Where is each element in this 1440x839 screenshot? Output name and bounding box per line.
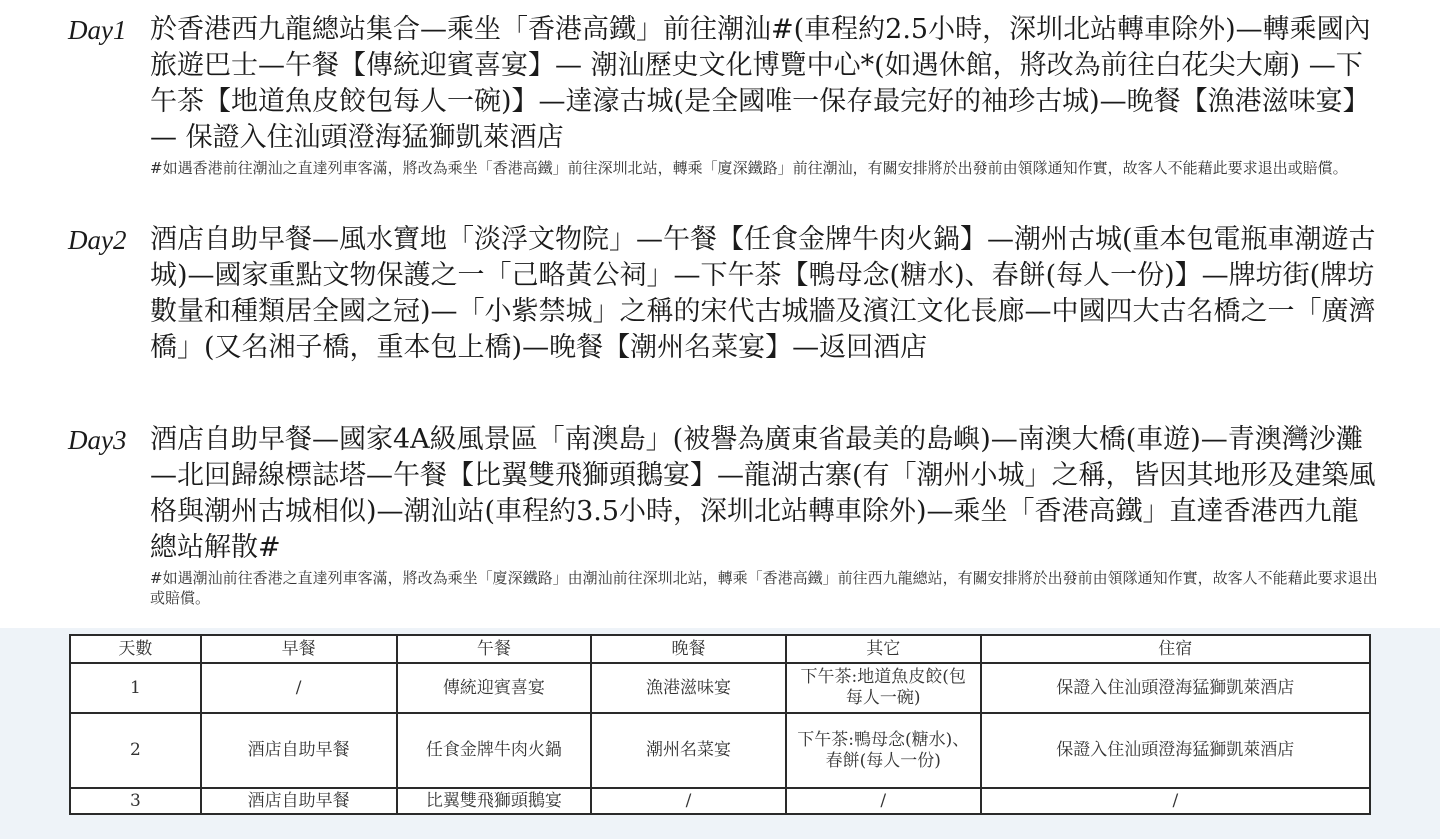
day3-block bbox=[68, 422, 1378, 608]
table-row bbox=[70, 713, 1370, 788]
header-lunch: 午餐 bbox=[397, 635, 592, 663]
cell-lunch: 任食金牌牛肉火鍋 bbox=[397, 713, 592, 788]
cell-breakfast: 酒店自助早餐 bbox=[201, 788, 397, 814]
header-other: 其它 bbox=[786, 635, 981, 663]
table-row bbox=[70, 663, 1370, 713]
cell-dinner: 潮州名菜宴 bbox=[591, 713, 786, 788]
day2-label: Day2 bbox=[68, 225, 127, 255]
day1-note: #如遇香港前往潮汕之直達列車客滿，將改為乘坐「香港高鐵」前往深圳北站，轉乘「廈深鐵路」前往潮汕，有關安排將於出發前由領隊通知作實，故客人不能藉此要求退出或賠償。 bbox=[150, 159, 1348, 177]
header-day: 天數 bbox=[70, 635, 201, 663]
day1-block bbox=[68, 12, 1378, 178]
day3-description: 酒店自助早餐—國家4A級風景區「南澳島」(被譽為廣東省最美的島嶼)—南澳大橋(車遊)—青澳灣沙灘—北回歸線標誌塔—午餐【比翼雙飛獅頭鵝宴】—龍湖古寨(有「潮州小城」之稱，皆因其地形及建築風格與潮州古城相似)—潮汕站(車程約3.5小時，深圳北站轉車除外)—乘坐「香港高鐵」直達香港西九龍總站解散# bbox=[150, 424, 1376, 563]
day1-description: 於香港西九龍總站集合—乘坐「香港高鐵」前往潮汕#(車程約2.5小時，深圳北站轉車除外)—轉乘國內旅遊巴士—午餐【傳統迎賓喜宴】— 潮汕歷史文化博覽中心*(如遇休館，將改為前往白花尖大廟) —下午茶【地道魚皮餃包每人一碗)】—達濠古城(是全國唯一保存最完好的袖珍古城)—晚餐【漁港滋味宴】— 保證入住汕頭澄海猛獅凱萊酒店 bbox=[150, 14, 1371, 153]
cell-dinner: / bbox=[591, 788, 786, 814]
day3-label: Day3 bbox=[68, 425, 127, 455]
cell-accommodation: 保證入住汕頭澄海猛獅凱萊酒店 bbox=[981, 713, 1370, 788]
cell-breakfast: / bbox=[201, 663, 397, 713]
header-breakfast: 早餐 bbox=[201, 635, 397, 663]
day3-note: #如遇潮汕前往香港之直達列車客滿，將改為乘坐「廈深鐵路」由潮汕前往深圳北站，轉乘「香港高鐵」前往西九龍總站，有關安排將於出發前由領隊通知作實，故客人不能藉此要求退出或賠償。 bbox=[150, 569, 1378, 607]
cell-lunch: 傳統迎賓喜宴 bbox=[397, 663, 592, 713]
meal-schedule-table bbox=[69, 634, 1371, 815]
cell-accommodation: / bbox=[981, 788, 1370, 814]
day2-description: 酒店自助早餐—風水寶地「淡浮文物院」—午餐【任食金牌牛肉火鍋】—潮州古城(重本包電瓶車潮遊古城)—國家重點文物保護之一「己略黃公祠」—下午茶【鴨母念(糖水)、春餅(每人一份)】—牌坊街(牌坊數量和種類居全國之冠)—「小紫禁城」之稱的宋代古城牆及濱江文化長廊—中國四大古名橋之一「廣濟橋」(又名湘子橋，重本包上橋)—晚餐【潮州名菜宴】—返回酒店 bbox=[150, 224, 1376, 363]
header-accommodation: 住宿 bbox=[981, 635, 1370, 663]
cell-day: 2 bbox=[70, 713, 201, 788]
day1-label: Day1 bbox=[68, 15, 127, 45]
cell-other: 下午茶:鴨母念(糖水)、春餅(每人一份) bbox=[786, 713, 981, 788]
day2-block bbox=[68, 222, 1378, 366]
cell-day: 3 bbox=[70, 788, 201, 814]
cell-dinner: 漁港滋味宴 bbox=[591, 663, 786, 713]
table-row bbox=[70, 788, 1370, 814]
cell-breakfast: 酒店自助早餐 bbox=[201, 713, 397, 788]
header-dinner: 晚餐 bbox=[591, 635, 786, 663]
cell-lunch: 比翼雙飛獅頭鵝宴 bbox=[397, 788, 592, 814]
cell-accommodation: 保證入住汕頭澄海猛獅凱萊酒店 bbox=[981, 663, 1370, 713]
cell-other: 下午茶:地道魚皮餃(包每人一碗) bbox=[786, 663, 981, 713]
table-header-row bbox=[70, 635, 1370, 663]
cell-day: 1 bbox=[70, 663, 201, 713]
cell-other: / bbox=[786, 788, 981, 814]
